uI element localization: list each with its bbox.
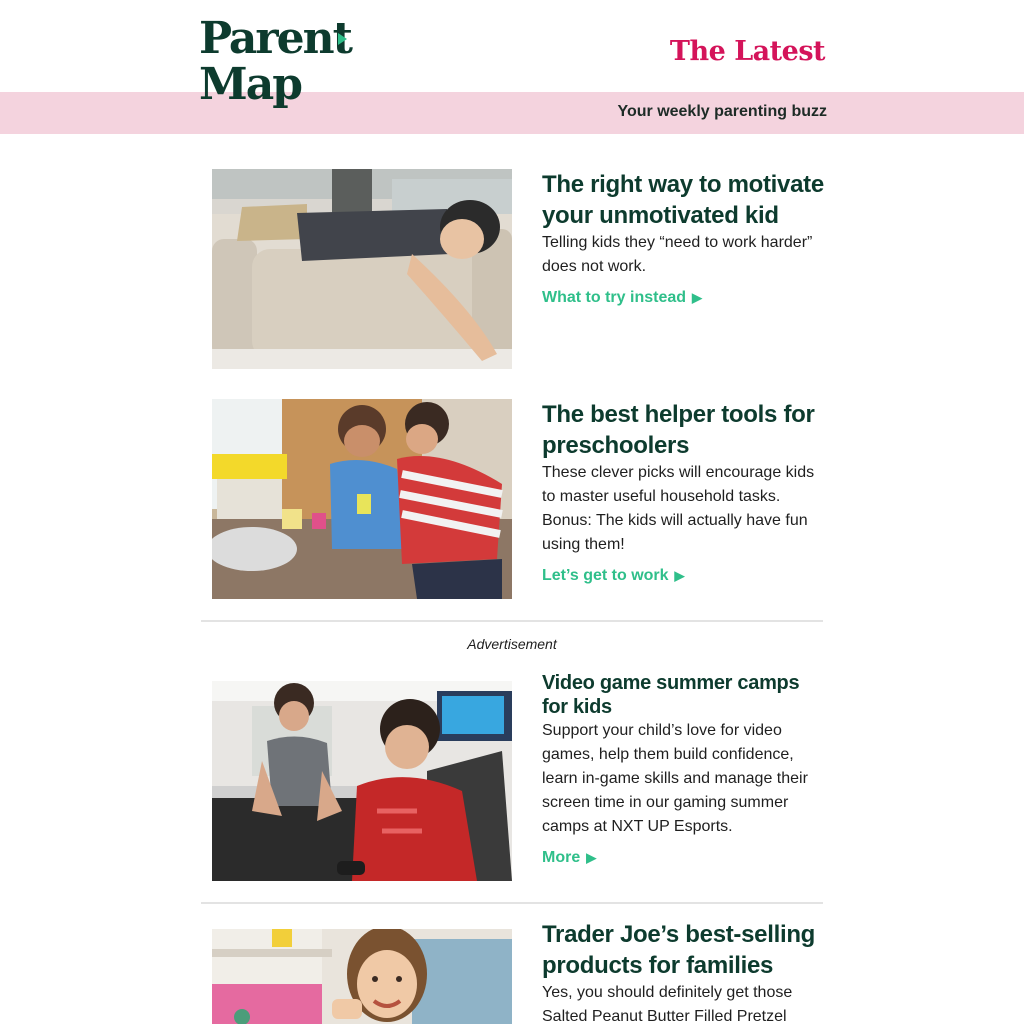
tagline-banner — [0, 92, 1024, 134]
logo-word-map: Map — [199, 59, 301, 110]
article-image-girl-snack[interactable] — [212, 929, 512, 1024]
cta-label: Let’s get to work — [542, 567, 669, 584]
cta-more[interactable] — [542, 849, 596, 867]
article-card-helper-tools — [212, 399, 824, 599]
article-card-motivate — [212, 169, 824, 369]
divider — [201, 620, 823, 622]
cta-what-to-try-instead[interactable] — [542, 289, 702, 307]
article-card-trader-joes — [212, 919, 824, 1024]
email-header — [0, 0, 1024, 110]
logo-play-icon — [338, 33, 347, 45]
girl-snack-photo — [212, 929, 512, 1024]
article-text — [542, 671, 824, 867]
article-text — [542, 169, 824, 307]
article-title[interactable]: The right way to motivate your unmotivated kid — [542, 171, 824, 229]
kitchen-cleaning-photo — [212, 399, 512, 599]
article-image-boy-couch[interactable] — [212, 169, 512, 369]
logo-word-parent: Parent — [199, 13, 351, 64]
article-image-kitchen[interactable] — [212, 399, 512, 599]
cta-label: What to try instead — [542, 289, 687, 306]
play-arrow-icon: ▶ — [586, 850, 597, 865]
tagline-text: Your weekly parenting buzz — [617, 103, 827, 120]
parentmap-logo[interactable] — [199, 13, 351, 120]
play-arrow-icon: ▶ — [674, 568, 685, 583]
cta-label: More — [542, 849, 581, 866]
cta-lets-get-to-work[interactable] — [542, 567, 685, 585]
article-description: Telling kids they “need to work harder” does not work. — [542, 234, 813, 275]
divider — [201, 902, 823, 904]
article-title[interactable]: Video game summer camps for kids — [542, 672, 800, 718]
article-text — [542, 399, 824, 585]
article-title[interactable]: Trader Joe’s best-selling products for families — [542, 921, 816, 979]
article-description: Support your child’s love for video games, help them build confidence, learn in-game skills and manage their screen time in our gaming summer camps at NXT UP Esports. — [542, 722, 808, 835]
article-text — [542, 919, 824, 1029]
section-title: The Latest — [669, 36, 825, 67]
article-card-video-game-camps — [212, 671, 824, 881]
boys-gaming-photo — [212, 681, 512, 881]
boy-couch-photo — [212, 169, 512, 369]
play-arrow-icon: ▶ — [692, 290, 703, 305]
article-title[interactable]: The best helper tools for preschoolers — [542, 401, 815, 459]
article-image-gaming[interactable] — [212, 681, 512, 881]
article-description: These clever picks will encourage kids to master useful household tasks. Bonus: The kids will actually have fun using them! — [542, 464, 815, 553]
advertisement-label: Advertisement — [467, 636, 557, 652]
article-description: Yes, you should definitely get those Salted Peanut Butter Filled Pretzel — [542, 984, 793, 1025]
